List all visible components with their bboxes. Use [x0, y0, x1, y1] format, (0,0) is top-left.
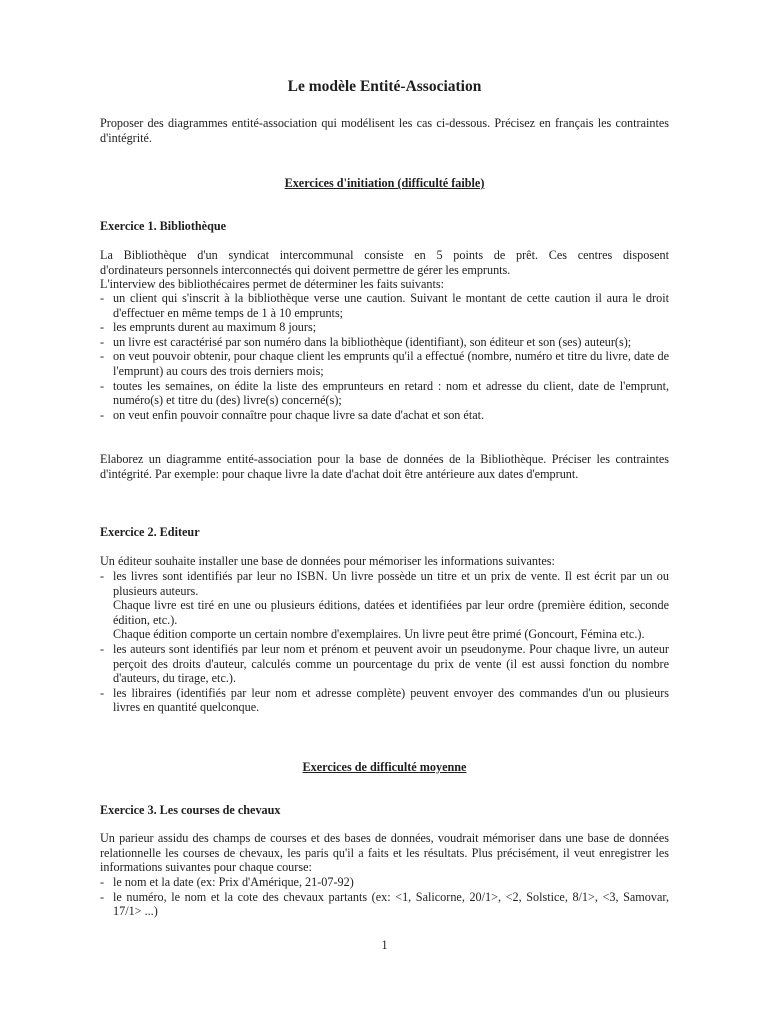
exercise-1-title: Exercice 1. Bibliothèque [100, 219, 227, 233]
section-heading-moyenne: Exercices de difficulté moyenne [302, 760, 467, 774]
exercise-1-closing: Elaborez un diagramme entité-association pour la base de données de la Bibliothèque. Préciser les contraintes d'intégrité. Par exemple: pour chaque livre la date d'achat doit être antérieure aux dates d'emprunt. [100, 452, 669, 481]
section-heading-initiation: Exercices d'initiation (difficulté faible) [284, 176, 485, 190]
intro-paragraph: Proposer des diagrammes entité-association qui modélisent les cas ci-dessous. Précisez en français les contraintes d'intégrité. [100, 116, 669, 145]
exercise-2-list [100, 569, 669, 715]
list-item: - le numéro, le nom et la cote des chevaux partants (ex: <1, Salicorne, 20/1>, <2, Solstice, 8/1>, <3, Samovar, 17/1> ...) [100, 890, 669, 919]
list-item-sub: Chaque édition comporte un certain nombre d'exemplaires. Un livre peut être primé (Goncourt, Fémina etc.). [113, 627, 645, 642]
exercise-3-intro: Un parieur assidu des champs de courses et des bases de données, voudrait mémoriser dans une base de données relationnelle les courses de chevaux, les paris qu'il a faits et les résultats. Plus précisément, il veut enregistrer les informations suivantes pour chaque course: [100, 831, 669, 875]
list-item: - toutes les semaines, on édite la liste des emprunteurs en retard : nom et adresse du client, date de l'emprunt, numéro(s) et titre du (des) livre(s) concerné(s); [100, 379, 669, 408]
list-item: - on veut enfin pouvoir connaître pour chaque livre sa date d'achat et son état. [100, 408, 669, 423]
exercise-2-title: Exercice 2. Editeur [100, 525, 200, 539]
page-number: 1 [381, 938, 388, 952]
list-item-sub: Chaque livre est tiré en une ou plusieurs éditions, datées et identifiées par leur ordre (première édition, seconde édition, etc.). [113, 598, 669, 627]
exercise-1-intro-line: La Bibliothèque d'un syndicat intercommunal consiste en 5 points de prêt. Ces centres disposent [100, 248, 669, 262]
exercise-2-intro: Un éditeur souhaite installer une base de données pour mémoriser les informations suivantes: [100, 554, 555, 568]
document-title: Le modèle Entité-Association [287, 78, 482, 95]
list-item: - un client qui s'inscrit à la bibliothèque verse une caution. Suivant le montant de cette caution il aura le droit d'effectuer en même temps de 1 à 10 emprunts; [100, 291, 669, 320]
list-item: - le nom et la date (ex: Prix d'Amérique, 21-07-92) [100, 875, 669, 890]
list-item: - un livre est caractérisé par son numéro dans la bibliothèque (identifiant), son éditeur et son (ses) auteur(s); [100, 335, 669, 350]
list-item: - les auteurs sont identifiés par leur nom et prénom et peuvent avoir un pseudonyme. Pour chaque livre, un auteur perçoit des droits d'auteur, calculés comme un pourcentage du prix de vente (il est aussi fonction du nombre d'auteurs, du tirage, etc.). [100, 642, 669, 686]
list-item [100, 569, 669, 642]
list-item: - les emprunts durent au maximum 8 jours; [100, 320, 669, 335]
list-item: - on veut pouvoir obtenir, pour chaque client les emprunts qu'il a effectué (nombre, numéro et titre du livre, date de l'emprunt) au cours des trois derniers mois; [100, 349, 669, 378]
exercise-1-facts-list [100, 291, 669, 422]
exercise-1-intro-line: L'interview des bibliothécaires permet de déterminer les faits suivants: [100, 277, 445, 292]
list-item: - les libraires (identifiés par leur nom et adresse complète) peuvent envoyer des commandes d'un ou plusieurs livres en quantité quelconque. [100, 686, 669, 715]
exercise-1-intro-line: d'ordinateurs personnels interconnectés qui doivent permettre de gérer les emprunts. [100, 262, 511, 277]
list-item-text: les livres sont identifiés par leur no ISBN. Un livre possède un titre et un prix de vente. Il est écrit par un ou plusieurs auteurs. [113, 569, 669, 598]
exercise-1-intro [100, 248, 669, 292]
exercise-3-title: Exercice 3. Les courses de chevaux [100, 803, 281, 817]
exercise-3-list [100, 875, 669, 919]
